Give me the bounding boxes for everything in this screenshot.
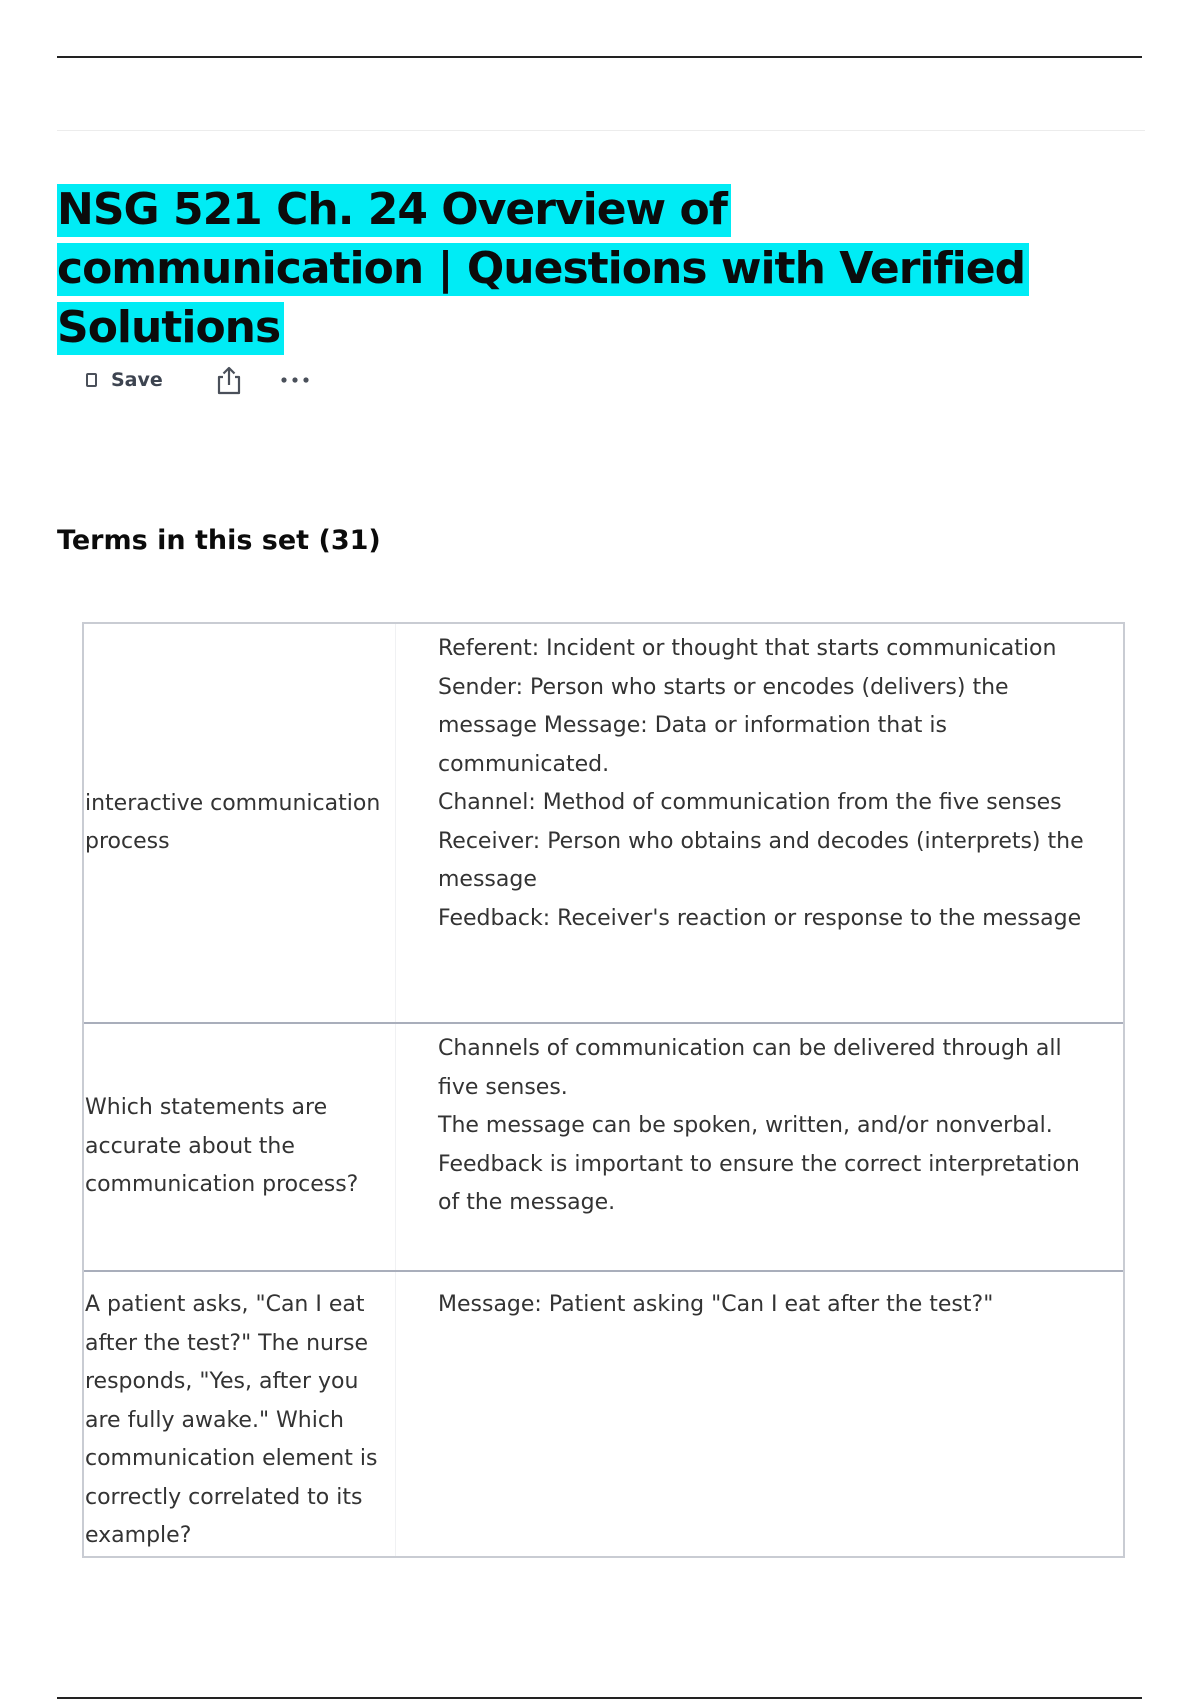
share-button[interactable] (215, 365, 243, 395)
card-term (84, 624, 396, 1022)
term-text: A patient asks, "Can I eat after the test?" The nurse responds, "Yes, after you are fully awake." Which communication element is correctly correlated to its example? (85, 1292, 378, 1548)
definition-line: Sender: Person who starts or encodes (delivers) the message Message: Data or information that is communicated. (438, 674, 1009, 777)
flashcard[interactable] (84, 624, 1123, 1022)
definition-line: The message can be spoken, written, and/or nonverbal. (438, 1113, 1053, 1138)
bookmark-icon (86, 373, 97, 387)
flashcard[interactable] (84, 1270, 1123, 1556)
definition-line: Referent: Incident or thought that starts communication (438, 636, 1057, 661)
term-text: Which statements are accurate about the communication process? (85, 1095, 359, 1198)
more-icon (279, 375, 311, 385)
save-button[interactable] (86, 369, 163, 391)
toolbar (86, 360, 311, 400)
header-divider (57, 130, 1145, 131)
share-icon (215, 365, 243, 395)
card-definition (396, 624, 1123, 1022)
definition-line: Feedback is important to ensure the correct interpretation of the message. (438, 1151, 1080, 1215)
definition-line: Channels of communication can be delivered through all five senses. (438, 1036, 1062, 1100)
card-term (84, 1024, 396, 1270)
card-term (84, 1272, 396, 1556)
more-options-button[interactable] (279, 365, 311, 395)
definition-line: Message: Patient asking "Can I eat after the test?" (438, 1292, 994, 1317)
terms-heading: Terms in this set (31) (57, 525, 381, 556)
definition-line: Feedback: Receiver's reaction or response to the message (438, 905, 1082, 931)
bottom-rule (57, 1697, 1142, 1699)
page-title (57, 180, 1057, 357)
flashcard-list (82, 622, 1125, 1558)
save-label: Save (111, 369, 163, 391)
card-definition (396, 1024, 1123, 1270)
definition-line: Channel: Method of communication from the five senses Receiver: Person who obtains and decodes (interprets) the message (438, 790, 1084, 892)
term-text: interactive communication process (85, 790, 381, 854)
flashcard[interactable] (84, 1022, 1123, 1270)
title-highlight: NSG 521 Ch. 24 Overview of communication | Questions with Verified Solutions (57, 184, 1029, 355)
top-rule (57, 56, 1142, 58)
card-definition (396, 1272, 1123, 1556)
